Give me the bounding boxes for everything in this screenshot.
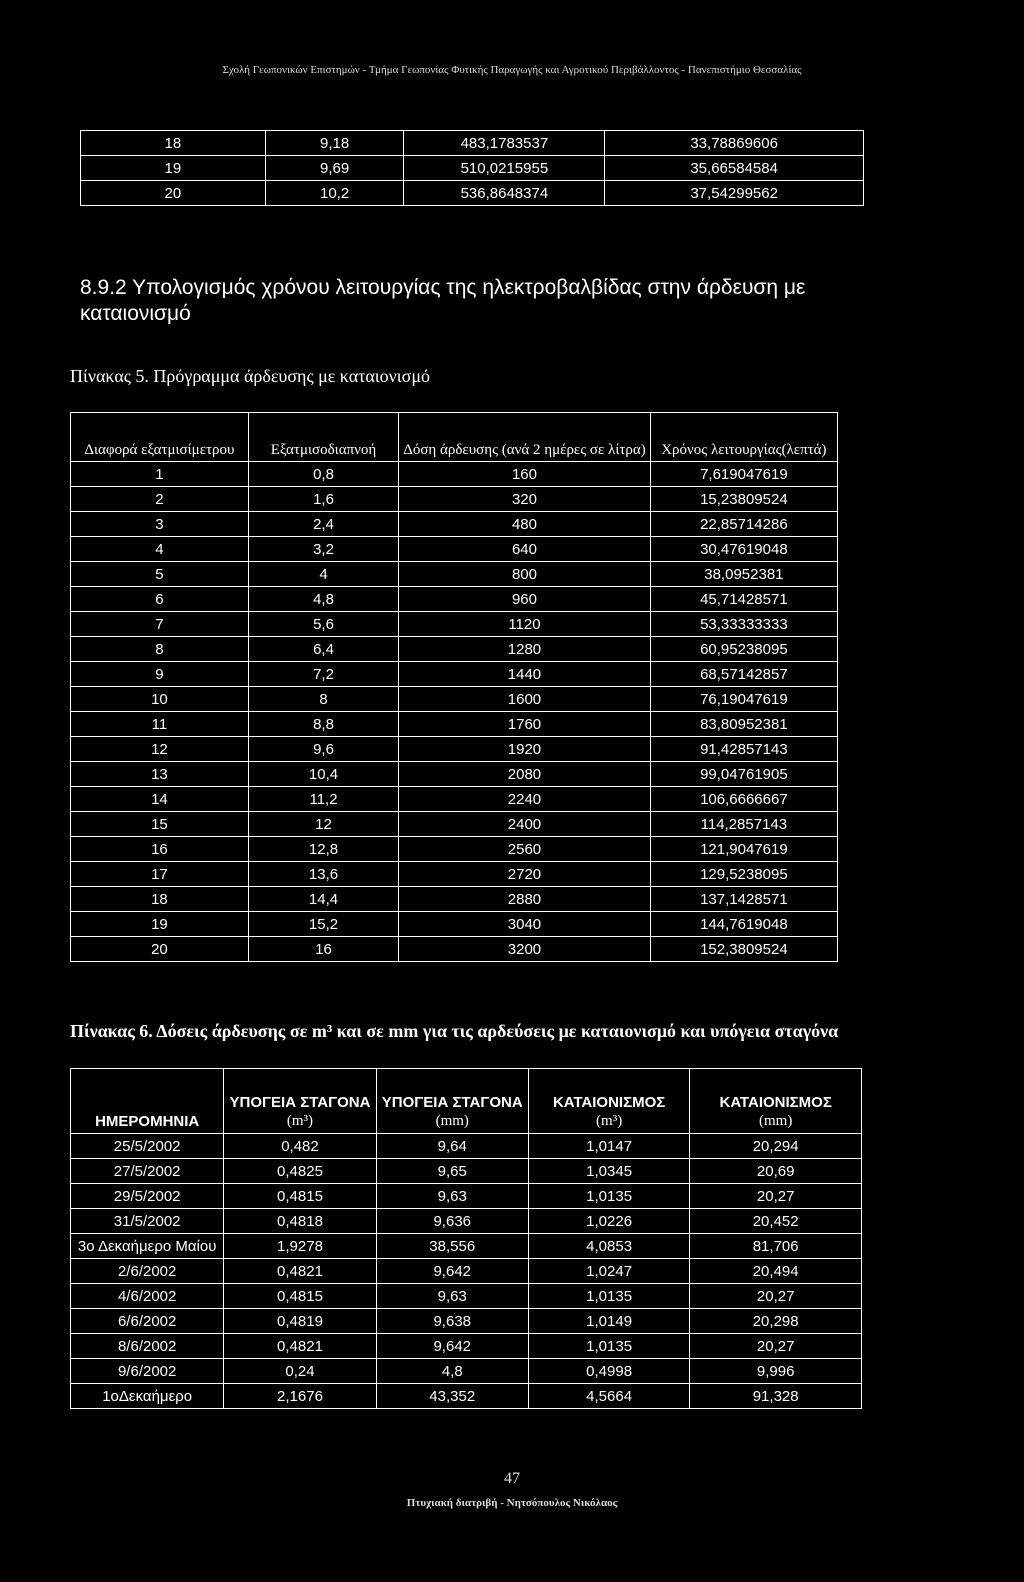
table-cell: 9,63 xyxy=(376,1284,528,1309)
table-cell: 15,2 xyxy=(248,912,398,937)
table6-header xyxy=(224,1069,376,1134)
table-cell: 33,78869606 xyxy=(605,131,864,156)
table-cell: 20,27 xyxy=(690,1184,862,1209)
table6-header-label: ΥΠΟΓΕΙΑ ΣΤΑΓΟΝΑ xyxy=(381,1094,523,1111)
table-cell: 11,2 xyxy=(248,787,398,812)
table6-header xyxy=(690,1069,862,1134)
table-cell: 7,619047619 xyxy=(650,462,837,487)
table-row xyxy=(71,662,838,687)
table-cell: 19 xyxy=(81,156,266,181)
table-cell: 9,638 xyxy=(376,1309,528,1334)
table-cell: 22,85714286 xyxy=(650,512,837,537)
table-cell: 0,4998 xyxy=(528,1359,689,1384)
irrigation-doses-table xyxy=(70,1068,862,1409)
table-cell: 6,4 xyxy=(248,637,398,662)
table-cell: 9,636 xyxy=(376,1209,528,1234)
table-cell: 1,0226 xyxy=(528,1209,689,1234)
table-cell: 37,54299562 xyxy=(605,181,864,206)
page-header: Σχολή Γεωπονικών Επιστημών - Τμήμα Γεωπονίας Φυτικής Παραγωγής και Αγροτικού Περιβάλλοντος - Πανεπιστήμιο Θεσσαλίας xyxy=(222,64,802,76)
table-cell: 536,8648374 xyxy=(404,181,605,206)
section-title: 8.9.2 Υπολογισμός χρόνου λειτουργίας της ηλεκτροβαλβίδας στην άρδευση με καταιονισμό xyxy=(80,276,806,325)
table6-header xyxy=(528,1069,689,1134)
table-row xyxy=(81,131,864,156)
table-cell: 16 xyxy=(71,837,249,862)
table-row xyxy=(71,1384,862,1409)
table-row xyxy=(71,1134,862,1159)
table6-header-label: ΚΑΤΑΙΟΝΙΣΜΟΣ xyxy=(719,1094,832,1111)
table-cell: 9,642 xyxy=(376,1259,528,1284)
table6-header-label: ΥΠΟΓΕΙΑ ΣΤΑΓΟΝΑ xyxy=(229,1094,371,1111)
table-cell: 43,352 xyxy=(376,1384,528,1409)
table-cell: 18 xyxy=(71,887,249,912)
table-cell: 4 xyxy=(71,537,249,562)
table-cell: 2560 xyxy=(399,837,651,862)
table-cell: 9,642 xyxy=(376,1334,528,1359)
table-cell: 9,996 xyxy=(690,1359,862,1384)
table-cell: 4,8 xyxy=(248,587,398,612)
table-cell: 14,4 xyxy=(248,887,398,912)
table-cell: 2720 xyxy=(399,862,651,887)
table-cell: 3 xyxy=(71,512,249,537)
table-cell: 99,04761905 xyxy=(650,762,837,787)
table-cell: 0,4825 xyxy=(224,1159,376,1184)
table-cell: 91,328 xyxy=(690,1384,862,1409)
table-cell: 8/6/2002 xyxy=(71,1334,224,1359)
table-cell: 20,294 xyxy=(690,1134,862,1159)
table-row xyxy=(71,1234,862,1259)
table-row xyxy=(71,712,838,737)
table-cell: 38,0952381 xyxy=(650,562,837,587)
table-cell: 31/5/2002 xyxy=(71,1209,224,1234)
table-cell: 1920 xyxy=(399,737,651,762)
table-cell: 8 xyxy=(71,637,249,662)
table-cell: 800 xyxy=(399,562,651,587)
table-cell: 27/5/2002 xyxy=(71,1159,224,1184)
table-cell: 83,80952381 xyxy=(650,712,837,737)
irrigation-program-table xyxy=(70,412,838,962)
table-cell: 1,0345 xyxy=(528,1159,689,1184)
table-cell: 1,0247 xyxy=(528,1259,689,1284)
table-row xyxy=(71,687,838,712)
table-cell: 13 xyxy=(71,762,249,787)
table5-header: Δόση άρδευσης (ανά 2 ημέρες σε λίτρα) xyxy=(399,413,651,462)
table-cell: 1280 xyxy=(399,637,651,662)
table-row xyxy=(71,787,838,812)
table-cell: 2240 xyxy=(399,787,651,812)
table-row xyxy=(71,487,838,512)
table-cell: 12 xyxy=(248,812,398,837)
table-cell: 320 xyxy=(399,487,651,512)
table-cell: 17 xyxy=(71,862,249,887)
table6-header-unit: (mm) xyxy=(435,1113,469,1129)
table-cell: 144,7619048 xyxy=(650,912,837,937)
table6-header-unit: (m³) xyxy=(596,1113,623,1129)
table-row xyxy=(71,1259,862,1284)
table-cell: 15,23809524 xyxy=(650,487,837,512)
table-cell: 7 xyxy=(71,612,249,637)
table-row xyxy=(81,156,864,181)
table-row xyxy=(71,887,838,912)
table-cell: 30,47619048 xyxy=(650,537,837,562)
table-cell: 18 xyxy=(81,131,266,156)
table-row xyxy=(71,912,838,937)
table-cell: 3200 xyxy=(399,937,651,962)
table-cell: 0,4818 xyxy=(224,1209,376,1234)
table-cell: 35,66584584 xyxy=(605,156,864,181)
table-row xyxy=(71,737,838,762)
table5-header: Διαφορά εξατμισίμετρου xyxy=(71,413,249,462)
table-cell: 106,6666667 xyxy=(650,787,837,812)
table-cell: 12,8 xyxy=(248,837,398,862)
table-row xyxy=(71,1334,862,1359)
table-cell: 68,57142857 xyxy=(650,662,837,687)
table-cell: 0,24 xyxy=(224,1359,376,1384)
table-cell: 1,6 xyxy=(248,487,398,512)
page-number: 47 xyxy=(504,1470,520,1487)
table-cell: 20,27 xyxy=(690,1334,862,1359)
table-row xyxy=(71,1359,862,1384)
table-cell: 1οΔεκαήμερο xyxy=(71,1384,224,1409)
table-cell: 1440 xyxy=(399,662,651,687)
table-cell: 60,95238095 xyxy=(650,637,837,662)
table-row xyxy=(71,862,838,887)
table5-header: Χρόνος λειτουργίας(λεπτά) xyxy=(650,413,837,462)
table-cell: 53,33333333 xyxy=(650,612,837,637)
table5-caption: Πίνακας 5. Πρόγραμμα άρδευσης με καταιονισμό xyxy=(70,366,430,386)
table-row xyxy=(71,562,838,587)
table-row xyxy=(71,1209,862,1234)
table-cell: 2,4 xyxy=(248,512,398,537)
table-cell: 38,556 xyxy=(376,1234,528,1259)
page-footer: Πτυχιακή διατριβή - Νητσόπουλος Νικόλαος xyxy=(406,1497,618,1509)
table-cell: 480 xyxy=(399,512,651,537)
table-cell: 1,0135 xyxy=(528,1334,689,1359)
table-cell: 10,4 xyxy=(248,762,398,787)
table-cell: 20,69 xyxy=(690,1159,862,1184)
table-cell: 0,4821 xyxy=(224,1334,376,1359)
table-cell: 9 xyxy=(71,662,249,687)
table-cell: 20,298 xyxy=(690,1309,862,1334)
table-row xyxy=(71,462,838,487)
table-cell: 25/5/2002 xyxy=(71,1134,224,1159)
table-cell: 1600 xyxy=(399,687,651,712)
table-cell: 20 xyxy=(71,937,249,962)
table-cell: 1,0149 xyxy=(528,1309,689,1334)
table-cell: 2080 xyxy=(399,762,651,787)
table-row xyxy=(71,637,838,662)
table-cell: 6/6/2002 xyxy=(71,1309,224,1334)
table-cell: 0,4815 xyxy=(224,1184,376,1209)
table-cell: 3,2 xyxy=(248,537,398,562)
table-cell: 9,69 xyxy=(265,156,404,181)
table-cell: 2 xyxy=(71,487,249,512)
table-cell: 29/5/2002 xyxy=(71,1184,224,1209)
table-cell: 5 xyxy=(71,562,249,587)
table-cell: 9,64 xyxy=(376,1134,528,1159)
table-cell: 4,8 xyxy=(376,1359,528,1384)
table-cell: 13,6 xyxy=(248,862,398,887)
table6-header-unit: (m³) xyxy=(286,1113,314,1129)
table-row xyxy=(71,612,838,637)
table-cell: 0,4815 xyxy=(224,1284,376,1309)
table-cell: 510,0215955 xyxy=(404,156,605,181)
table6-header-unit: (mm) xyxy=(759,1113,793,1129)
table-cell: 2,1676 xyxy=(224,1384,376,1409)
table-cell: 76,19047619 xyxy=(650,687,837,712)
table5-header: Εξατμισοδιαπνοή xyxy=(248,413,398,462)
table-cell: 8 xyxy=(248,687,398,712)
table-cell: 20,27 xyxy=(690,1284,862,1309)
table-cell: 483,1783537 xyxy=(404,131,605,156)
table-cell: 4 xyxy=(248,562,398,587)
table-cell: 91,42857143 xyxy=(650,737,837,762)
table-cell: 152,3809524 xyxy=(650,937,837,962)
table-cell: 9,18 xyxy=(265,131,404,156)
table-cell: 12 xyxy=(71,737,249,762)
table-row xyxy=(71,762,838,787)
table-cell: 2880 xyxy=(399,887,651,912)
table-row xyxy=(71,587,838,612)
table-cell: 137,1428571 xyxy=(650,887,837,912)
table-cell: 11 xyxy=(71,712,249,737)
table-cell: 2/6/2002 xyxy=(71,1259,224,1284)
table-cell: 3ο Δεκαήμερο Μαίου xyxy=(71,1234,224,1259)
table-cell: 1,0147 xyxy=(528,1134,689,1159)
table-cell: 114,2857143 xyxy=(650,812,837,837)
table-cell: 0,482 xyxy=(224,1134,376,1159)
table-cell: 7,2 xyxy=(248,662,398,687)
table-cell: 19 xyxy=(71,912,249,937)
table-cell: 0,4819 xyxy=(224,1309,376,1334)
table-row xyxy=(71,1159,862,1184)
continued-table xyxy=(80,130,864,206)
table-cell: 1120 xyxy=(399,612,651,637)
table-cell: 1,9278 xyxy=(224,1234,376,1259)
table-row xyxy=(71,837,838,862)
table-row xyxy=(71,1184,862,1209)
table6-header-label: ΚΑΤΑΙΟΝΙΣΜΟΣ xyxy=(552,1094,666,1111)
table-cell: 4,0853 xyxy=(528,1234,689,1259)
table-row xyxy=(71,812,838,837)
table-cell: 1760 xyxy=(399,712,651,737)
table-cell: 0,4821 xyxy=(224,1259,376,1284)
table-row xyxy=(71,1284,862,1309)
table6-header xyxy=(71,1069,224,1134)
table-cell: 20 xyxy=(81,181,266,206)
table-cell: 6 xyxy=(71,587,249,612)
table-cell: 20,494 xyxy=(690,1259,862,1284)
table6-header-label: ΗΜΕΡΟΜΗΝΙΑ xyxy=(95,1113,200,1130)
table-row xyxy=(71,512,838,537)
table-cell: 2400 xyxy=(399,812,651,837)
table-cell: 9,63 xyxy=(376,1184,528,1209)
table-cell: 20,452 xyxy=(690,1209,862,1234)
table-cell: 1,0135 xyxy=(528,1184,689,1209)
table-cell: 8,8 xyxy=(248,712,398,737)
table-cell: 9,6 xyxy=(248,737,398,762)
table-cell: 640 xyxy=(399,537,651,562)
table-cell: 4,5664 xyxy=(528,1384,689,1409)
table-cell: 0,8 xyxy=(248,462,398,487)
table-cell: 1 xyxy=(71,462,249,487)
table-row xyxy=(81,181,864,206)
table6-header xyxy=(376,1069,528,1134)
table-cell: 129,5238095 xyxy=(650,862,837,887)
table-cell: 45,71428571 xyxy=(650,587,837,612)
table-row xyxy=(71,537,838,562)
table-cell: 9,65 xyxy=(376,1159,528,1184)
table-row xyxy=(71,937,838,962)
table-cell: 5,6 xyxy=(248,612,398,637)
table-cell: 1,0135 xyxy=(528,1284,689,1309)
table-cell: 9/6/2002 xyxy=(71,1359,224,1384)
table-cell: 16 xyxy=(248,937,398,962)
table-row xyxy=(71,1309,862,1334)
table-cell: 3040 xyxy=(399,912,651,937)
table-cell: 81,706 xyxy=(690,1234,862,1259)
table-cell: 10 xyxy=(71,687,249,712)
table-cell: 960 xyxy=(399,587,651,612)
table-cell: 10,2 xyxy=(265,181,404,206)
table-cell: 15 xyxy=(71,812,249,837)
table-cell: 160 xyxy=(399,462,651,487)
table-cell: 14 xyxy=(71,787,249,812)
table6-caption: Πίνακας 6. Δόσεις άρδευσης σε m³ και σε mm για τις αρδεύσεις με καταιονισμό και υπόγεια σταγόνα xyxy=(70,1021,839,1041)
table-cell: 4/6/2002 xyxy=(71,1284,224,1309)
table-cell: 121,9047619 xyxy=(650,837,837,862)
